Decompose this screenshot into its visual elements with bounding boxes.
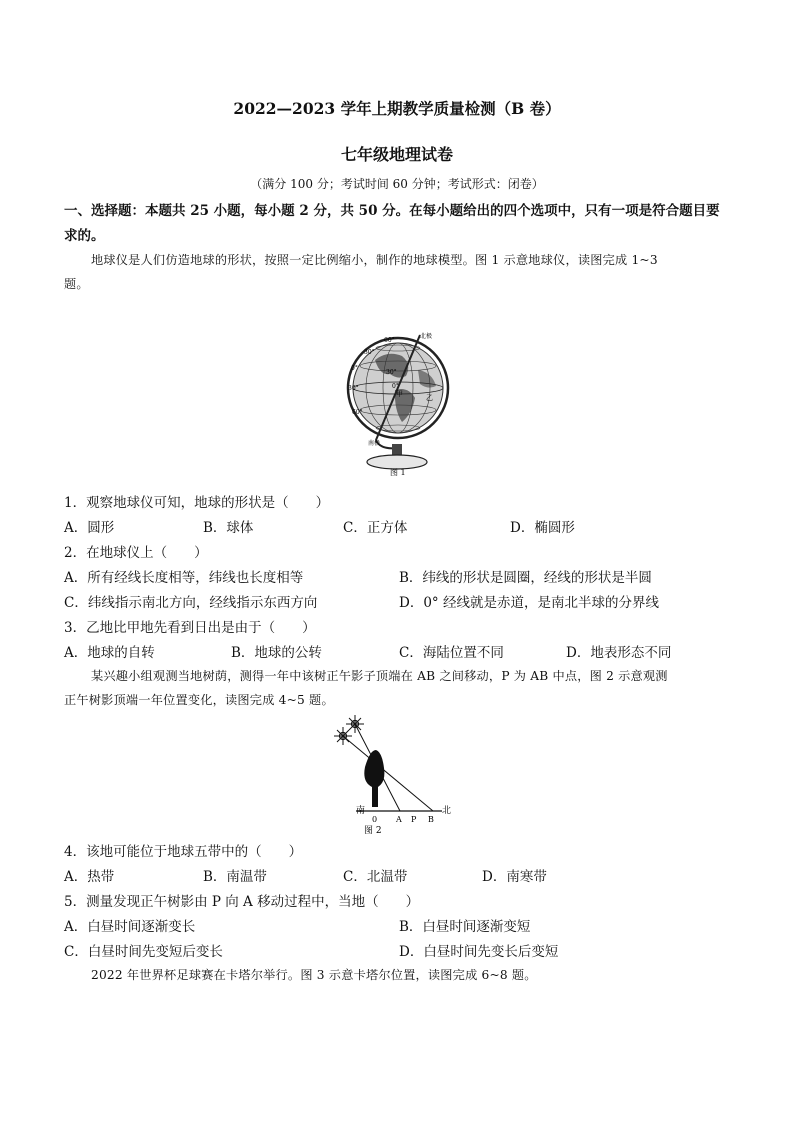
q3-option-d[interactable]: D．地表形态不同 — [566, 645, 672, 661]
q5-option-c[interactable]: C．白昼时间先变短后变长 — [64, 944, 223, 960]
q4-option-c[interactable]: C．北温带 — [343, 869, 408, 885]
q4-option-a[interactable]: A．热带 — [64, 869, 115, 885]
q4-stem: 4．该地可能位于地球五带中的（ ） — [64, 844, 303, 860]
q3-option-c[interactable]: C．海陆位置不同 — [399, 645, 504, 661]
q2-option-d[interactable]: D．0° 经线就是赤道，是南北半球的分界线 — [399, 595, 659, 611]
q2-stem: 2．在地球仪上（ ） — [64, 545, 208, 561]
q5-option-d[interactable]: D．白昼时间先变长后变短 — [399, 944, 559, 960]
intro2-line1: 某兴趣小组观测当地树荫，测得一年中该树正午影子顶端在 AB 之间移动，P 为 AB 中点，图 2 示意观测 — [91, 669, 668, 683]
q5-option-a[interactable]: A．白昼时间逐渐变长 — [64, 919, 196, 935]
exam-subtitle: 七年级地理试卷 — [340, 145, 453, 164]
q1-option-b[interactable]: B．球体 — [203, 520, 254, 536]
q2-option-b[interactable]: B．纬线的形状是圆圈，经线的形状是半圆 — [399, 570, 652, 586]
label-lat-60s: 60° — [352, 409, 363, 416]
q3-option-b[interactable]: B．地球的公转 — [231, 645, 322, 661]
q3-option-a[interactable]: A．地球的自转 — [64, 645, 155, 661]
fig1-caption: 图 1 — [390, 468, 406, 477]
q4-option-b[interactable]: B．南温带 — [203, 869, 267, 885]
label-lat-0: 0° — [351, 365, 358, 372]
q1-option-d[interactable]: D．椭圆形 — [510, 520, 575, 536]
exam-title: 2022—2023 学年上期教学质量检测（B 卷） — [233, 99, 561, 118]
label-north-pole: 北极 — [420, 333, 433, 340]
label-b: B — [428, 815, 434, 824]
tree-shape — [364, 750, 384, 807]
intro1-line1: 地球仪是人们仿造地球的形状，按照一定比例缩小，制作的地球模型。图 1 示意地球仪，读图完成 1~3 — [91, 253, 658, 267]
label-yi: 乙 — [426, 394, 433, 402]
intro3-line1: 2022 年世界杯足球赛在卡塔尔举行。图 3 示意卡塔尔位置，读图完成 6~8 题。 — [91, 968, 537, 982]
q1-option-a[interactable]: A．圆形 — [64, 520, 115, 536]
exam-note: （满分 100 分；考试时间 60 分钟；考试形式：闭卷） — [250, 177, 544, 191]
label-south-pole: 南极 — [368, 440, 381, 447]
q4-option-d[interactable]: D．南寒带 — [482, 869, 547, 885]
label-north: 北 — [442, 806, 452, 816]
q2-option-a[interactable]: A．所有经线长度相等，纬线也长度相等 — [64, 570, 304, 586]
label-inner-0: 0° — [392, 383, 399, 390]
q3-stem: 3．乙地比甲地先看到日出是由于（ ） — [64, 620, 316, 636]
label-a: A — [396, 815, 402, 824]
q5-stem: 5．测量发现正午树影由 P 向 A 移动过程中，当地（ ） — [64, 894, 420, 910]
label-lat-30s: 30° — [348, 385, 359, 392]
label-jia: 甲 — [396, 390, 403, 398]
label-south: 南 — [356, 806, 366, 816]
section-heading-line2: 求的。 — [64, 228, 105, 244]
label-lat-60n: 60° — [384, 337, 395, 344]
tree-shadow-figure — [330, 712, 460, 834]
q1-option-c[interactable]: C．正方体 — [343, 520, 408, 536]
intro2-line2: 正午树影顶端一年位置变化，读图完成 4~5 题。 — [64, 693, 334, 707]
label-p: P — [411, 815, 417, 824]
intro1-line2: 题。 — [64, 277, 89, 291]
label-o: 0 — [372, 815, 378, 824]
section-heading-line1: 一、选择题：本题共 25 小题，每小题 2 分，共 50 分。在每小题给出的四个选项中，只有一项是符合题目要 — [64, 203, 720, 219]
fig2-caption: 图 2 — [364, 826, 382, 834]
label-inner-30: 30° — [386, 369, 397, 376]
globe-figure — [340, 330, 460, 478]
q1-stem: 1．观察地球仪可知，地球的形状是（ ） — [64, 495, 330, 511]
label-lat-30n: 30° — [364, 349, 375, 356]
q5-option-b[interactable]: B．白昼时间逐渐变短 — [399, 919, 531, 935]
q2-option-c[interactable]: C．纬线指示南北方向，经线指示东西方向 — [64, 595, 318, 611]
